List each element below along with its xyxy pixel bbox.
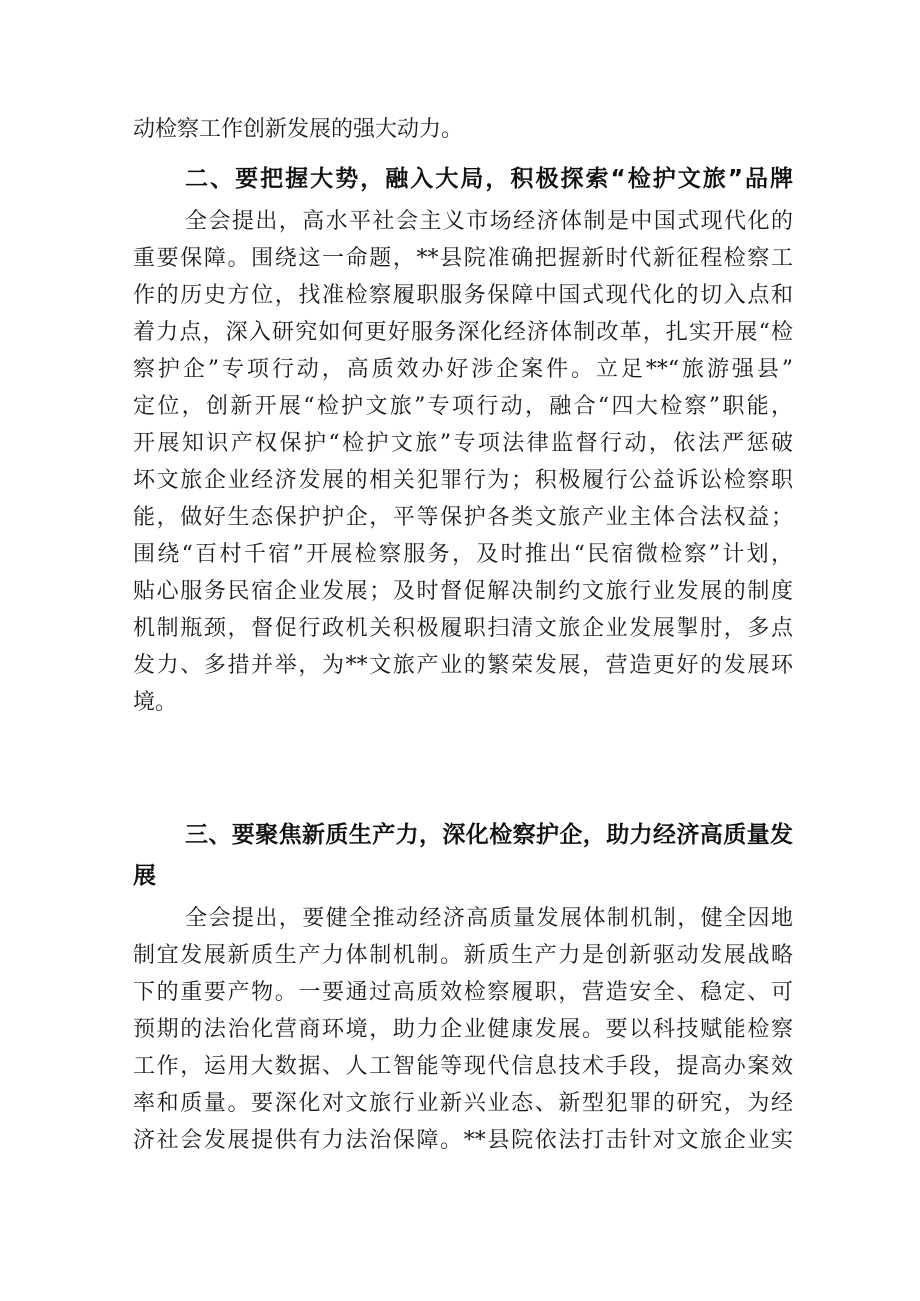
section-3-heading-continued: 展: [133, 863, 156, 889]
section-3-heading: 三、要聚焦新质生产力，深化检察护企，助力经济高质量发: [185, 822, 793, 848]
section-2-paragraph-line: 境。: [133, 690, 178, 715]
section-2-paragraph-line: 发力、多措并举，为**文旅产业的繁荣发展，营造更好的发展环: [133, 653, 793, 678]
section-3-paragraph-line: 工作，运用大数据、人工智能等现代信息技术手段，提高办案效: [133, 1054, 793, 1079]
section-2-paragraph-line: 围绕“百村千宿”开展检察服务，及时推出“民宿微检察”计划，: [133, 542, 793, 567]
section-2-paragraph-line: 作的历史方位，找准检察履职服务保障中国式现代化的切入点和: [133, 283, 793, 308]
opening-line: 动检察工作创新发展的强大动力。: [133, 117, 464, 142]
section-3-paragraph-line: 率和质量。要深化对文旅行业新兴业态、新型犯罪的研究，为经: [133, 1091, 793, 1116]
section-3-paragraph-line: 济社会发展提供有力法治保障。**县院依法打击针对文旅企业实: [133, 1128, 793, 1153]
section-2-heading: 二、要把握大势，融入大局，积极探索“检护文旅”品牌: [185, 166, 793, 192]
section-2-paragraph-line: 重要保障。围绕这一命题，**县院准确把握新时代新征程检察工: [133, 246, 793, 271]
section-3-paragraph-line: 全会提出，要健全推动经济高质量发展体制机制，健全因地: [185, 906, 793, 931]
section-2-paragraph-line: 全会提出，高水平社会主义市场经济体制是中国式现代化的: [185, 209, 793, 234]
section-3-paragraph-line: 预期的法治化营商环境，助力企业健康发展。要以科技赋能检察: [133, 1017, 793, 1042]
section-2-paragraph-line: 贴心服务民宿企业发展；及时督促解决制约文旅行业发展的制度: [133, 579, 793, 604]
section-2-paragraph-line: 定位，创新开展“检护文旅”专项行动，融合“四大检察”职能，: [133, 394, 793, 419]
section-2-paragraph-line: 坏文旅企业经济发展的相关犯罪行为；积极履行公益诉讼检察职: [133, 468, 793, 493]
section-2-paragraph-line: 着力点，深入研究如何更好服务深化经济体制改革，扎实开展“检: [133, 320, 793, 345]
section-2-paragraph-line: 能，做好生态保护护企，平等保护各类文旅产业主体合法权益；: [133, 505, 793, 530]
section-3-paragraph-line: 下的重要产物。一要通过高质效检察履职，营造安全、稳定、可: [133, 980, 793, 1005]
section-2-paragraph-line: 开展知识产权保护“检护文旅”专项法律监督行动，依法严惩破: [133, 431, 793, 456]
section-2-paragraph-line: 机制瓶颈，督促行政机关积极履职扫清文旅企业发展掣肘，多点: [133, 616, 793, 641]
section-3-paragraph-line: 制宜发展新质生产力体制机制。新质生产力是创新驱动发展战略: [133, 943, 793, 968]
section-2-paragraph-line: 察护企”专项行动，高质效办好涉企案件。立足**“旅游强县”: [133, 357, 793, 382]
